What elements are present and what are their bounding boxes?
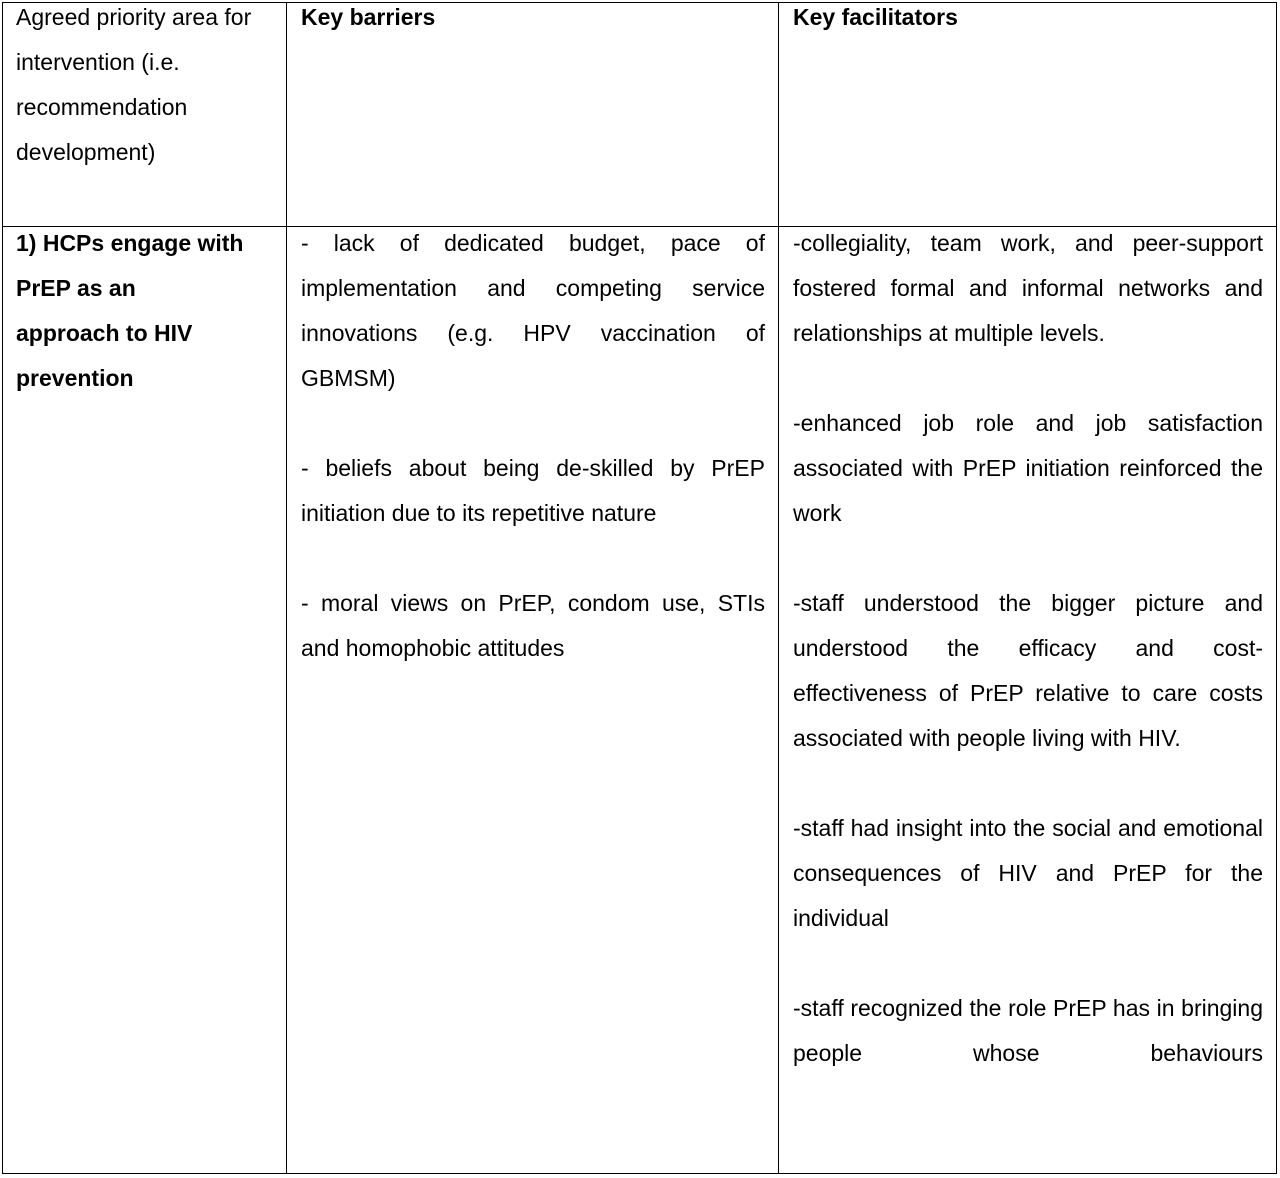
barrier-item: - lack of dedicated budget, pace of implementation and competing service innovations (e.g. HPV vaccination of GBMSM) (301, 230, 765, 391)
barrier-item: - beliefs about being de-skilled by PrEP initiation due to its repetitive nature (301, 455, 765, 526)
facilitator-item: -collegiality, team work, and peer-support fostered formal and informal networks and relationships at multiple levels. (793, 230, 1263, 346)
header-cell-priority-area (16, 0, 256, 175)
header-cell-key-facilitators (793, 0, 1263, 40)
barrier-item: - moral views on PrEP, condom use, STIs and homophobic attitudes (301, 590, 765, 661)
header-key-barriers-label: Key barriers (301, 4, 436, 30)
row-title: 1) HCPs engage with PrEP as an approach to HIV prevention (16, 230, 244, 391)
column-divider (778, 2, 779, 1174)
facilitators-cell (793, 221, 1263, 1076)
header-key-facilitators-label: Key facilitators (793, 4, 958, 30)
header-priority-area-label: Agreed priority area for intervention (i.e. recommendation development) (16, 4, 252, 165)
facilitator-item: -enhanced job role and job satisfaction associated with PrEP initiation reinforced the work (793, 410, 1263, 526)
header-cell-key-barriers (301, 0, 765, 40)
facilitator-item: -staff recognized the role PrEP has in bringing people whose behaviours (793, 995, 1263, 1066)
facilitator-item: -staff had insight into the social and emotional consequences of HIV and PrEP for the individual (793, 815, 1263, 931)
barriers-cell (301, 221, 765, 671)
column-divider (286, 2, 287, 1174)
facilitator-item: -staff understood the bigger picture and understood the efficacy and cost-effectiveness of PrEP relative to care costs associated with people living with HIV. (793, 590, 1263, 751)
row-title-cell (16, 221, 244, 401)
